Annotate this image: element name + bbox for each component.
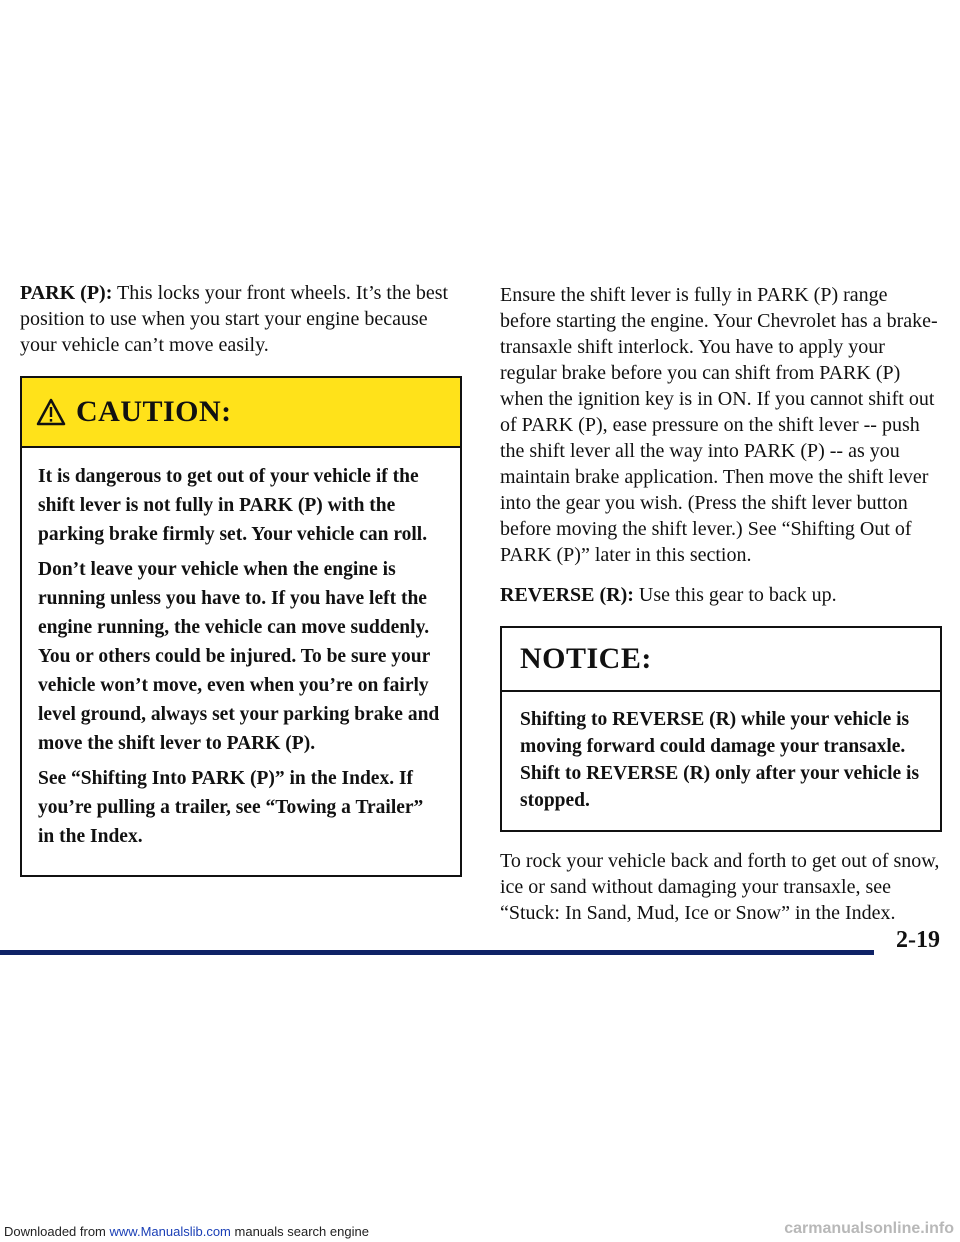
caution-paragraph: See “Shifting Into PARK (P)” in the Index. If you’re pulling a trailer, see “Towing a Trailer” in the Index. bbox=[38, 768, 424, 847]
reverse-label: REVERSE (R): bbox=[500, 584, 634, 606]
footer-prefix: Downloaded from bbox=[4, 1224, 106, 1239]
rock-vehicle-paragraph: To rock your vehicle back and forth to get out of snow, ice or sand without damaging your transaxle, see “Stuck: In Sand, Mud, Ice or Snow” in the Index. bbox=[500, 850, 940, 924]
footer-rule bbox=[0, 950, 874, 955]
reverse-paragraph bbox=[500, 582, 940, 608]
park-text: This locks your front wheels. It’s the best position to use when you start your engine because your vehicle can’t move easily. bbox=[20, 282, 449, 356]
notice-box bbox=[500, 626, 942, 832]
caution-title: CAUTION: bbox=[76, 395, 232, 428]
caution-paragraph: It is dangerous to get out of your vehicle if the shift lever is not fully in PARK (P) with the parking brake firmly set. Your vehicle can roll. bbox=[38, 466, 428, 545]
park-label: PARK (P): bbox=[20, 282, 113, 304]
footer-suffix: manuals search engine bbox=[234, 1224, 369, 1239]
caution-box bbox=[20, 376, 462, 877]
notice-body bbox=[502, 692, 940, 830]
watermark: carmanualsonline.info bbox=[784, 1220, 954, 1237]
park-interlock-paragraph: Ensure the shift lever is fully in PARK (P) range before starting the engine. Your Chevrolet has a brake-transaxle shift interlock. You have to apply your regular brake before you can shift from PARK (P) when the ignition key is in ON. If you cannot shift out of PARK (P), ease pressure on the shift lever -- push the shift lever all the way into PARK (P) -- as you maintain brake application. Then move the shift lever into the gear you wish. (Press the shift lever button before moving the shift lever.) See “Shifting Out of PARK (P)” later in this section. bbox=[500, 284, 938, 566]
park-paragraph bbox=[20, 280, 460, 358]
reverse-text: Use this gear to back up. bbox=[638, 584, 837, 606]
warning-triangle-icon bbox=[36, 398, 66, 426]
page-number: 2-19 bbox=[896, 927, 940, 953]
caution-header bbox=[22, 378, 460, 448]
download-footer bbox=[4, 1224, 369, 1239]
right-column bbox=[500, 282, 940, 926]
notice-title: NOTICE: bbox=[502, 628, 940, 692]
caution-body bbox=[22, 448, 460, 875]
notice-text: Shifting to REVERSE (R) while your vehicle is moving forward could damage your transaxle. Shift to REVERSE (R) only after your vehicle is stopped. bbox=[520, 709, 920, 811]
caution-paragraph: Don’t leave your vehicle when the engine is running unless you have to. If you have left the engine running, the vehicle can move suddenly. You or others could be injured. To be sure your vehicle won’t move, even when you’re on fairly level ground, always set your parking brake and move the shift lever to PARK (P). bbox=[38, 559, 440, 754]
manualslib-link[interactable]: www.Manualslib.com bbox=[109, 1224, 231, 1239]
left-column bbox=[20, 280, 460, 877]
